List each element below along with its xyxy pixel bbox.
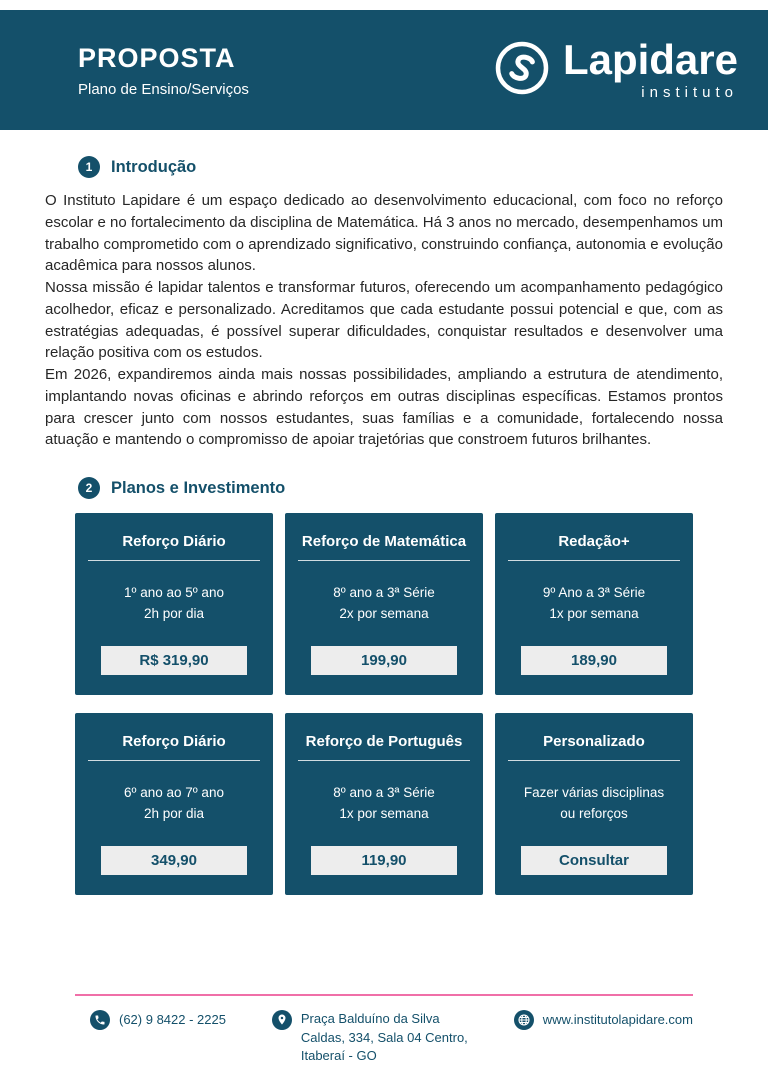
plan-card-detail: [495, 761, 693, 846]
contact-phone: [90, 1010, 226, 1030]
address-text: [301, 1010, 468, 1065]
intro-paragraph-3: Em 2026, expandiremos ainda mais nossas possibilidades, ampliando a estrutura de atendimento, implantando novas oficinas e abrindo reforços em outras disciplinas específicas. Estamos prontos para crescer junto com nossos estudantes, suas famílias e a comunidade, fortalecendo nossa atuação e mantendo o compromisso de apoiar trajetórias que constroem futuros brilhantes.: [45, 366, 723, 449]
plan-card-detail-line: 2x por semana: [339, 605, 429, 621]
contact-address: [272, 1010, 468, 1065]
header-titles: [78, 43, 249, 98]
plan-card-title: Reforço Diário: [88, 533, 260, 561]
brand-tagline: instituto: [641, 84, 738, 101]
plan-card-detail: [285, 561, 483, 646]
plan-card-detail: [495, 561, 693, 646]
plan-card-detail-line: 1x por semana: [549, 605, 639, 621]
plan-card-title: Reforço Diário: [88, 733, 260, 761]
page-subtitle: Plano de Ensino/Serviços: [78, 80, 249, 98]
address-line: Caldas, 334, Sala 04 Centro,: [300, 1029, 468, 1045]
brand-name: Lapidare: [562, 36, 738, 83]
plans-grid: [75, 513, 693, 895]
brand: [493, 36, 738, 102]
plan-card-price: 349,90: [101, 846, 248, 875]
plan-card-price-consultar: Consultar: [521, 846, 668, 875]
intro-paragraph-1: O Instituto Lapidare é um espaço dedicado ao desenvolvimento educacional, com foco no reforço escolar e no fortalecimento da disciplina de Matemática. Há 3 anos no mercado, desempenhamos um trabalho comprometido com o aprendizado significativo, construindo confiança, autonomia e evolução acadêmica para nossos alunos.: [45, 192, 723, 275]
plan-card-price: 199,90: [311, 646, 458, 675]
page-title: PROPOSTA: [78, 42, 236, 73]
plan-card-detail: [75, 761, 273, 846]
address-line: Itaberaí - GO: [300, 1047, 377, 1063]
plan-card-detail-line: 1º ano ao 5º ano: [124, 584, 224, 600]
plan-card-detail-line: 1x por semana: [339, 805, 429, 821]
plan-card-reforco-portugues: [285, 713, 483, 895]
header: [0, 10, 768, 130]
plan-card-detail-line: 6º ano ao 7º ano: [124, 784, 224, 800]
plan-card-personalizado: [495, 713, 693, 895]
plan-card-detail-line: 8º ano a 3ª Série: [333, 584, 435, 600]
plan-card-reforco-diario-2: [75, 713, 273, 895]
location-icon: [272, 1010, 292, 1030]
plan-card-redacao: [495, 513, 693, 695]
section-heading-introducao: [78, 156, 768, 178]
plan-card-detail: [75, 561, 273, 646]
brand-text: [562, 36, 738, 101]
address-line: Praça Balduíno da Silva: [300, 1011, 440, 1027]
footer: [0, 994, 768, 1065]
plan-card-price: 189,90: [521, 646, 668, 675]
plan-card-detail-line: 2h por dia: [143, 605, 205, 621]
plan-card-price: R$ 319,90: [101, 646, 248, 675]
plan-card-detail-line: ou reforços: [560, 805, 628, 821]
phone-number: (62) 9 8422 - 2225: [119, 1012, 226, 1028]
plan-card-price: 119,90: [311, 846, 458, 875]
plan-card-detail-line: 8º ano a 3ª Série: [333, 784, 435, 800]
section-number-badge: 1: [78, 156, 100, 178]
brand-logo-icon: [493, 39, 551, 102]
plan-card-detail-line: Fazer várias disciplinas: [523, 784, 665, 800]
section-introducao: [0, 156, 768, 451]
intro-paragraph-2: Nossa missão é lapidar talentos e transformar futuros, oferecendo um acompanhamento pedagógico acolhedor, eficaz e personalizado. Acreditamos que cada estudante possui potencial e que, com as estratégias adequadas, é possível superar dificuldades, conquistar resultados e desenvolver uma relação positiva com os estudos.: [45, 279, 723, 362]
plan-card-reforco-matematica: [285, 513, 483, 695]
plan-card-title: Redação+: [508, 533, 680, 561]
plan-card-title: Reforço de Português: [298, 733, 470, 761]
contact-website: [514, 1010, 693, 1030]
footer-divider: [75, 994, 693, 996]
website-link[interactable]: www.institutolapidare.com: [542, 1012, 693, 1028]
section-heading-planos: [78, 477, 768, 499]
section-planos: [0, 477, 768, 895]
plan-card-detail-line: 9º Ano a 3ª Série: [542, 584, 646, 600]
contact-row: [75, 1010, 693, 1065]
plan-card-detail: [285, 761, 483, 846]
globe-icon: [514, 1010, 534, 1030]
plan-card-title: Personalizado: [508, 733, 680, 761]
phone-icon: [90, 1010, 110, 1030]
section-title-planos: Planos e Investimento: [111, 478, 286, 497]
section-number-badge: 2: [78, 477, 100, 499]
plan-card-reforco-diario-1: [75, 513, 273, 695]
plan-card-title: Reforço de Matemática: [298, 533, 470, 561]
section-title-introducao: Introdução: [111, 157, 197, 176]
plan-card-detail-line: 2h por dia: [143, 805, 205, 821]
